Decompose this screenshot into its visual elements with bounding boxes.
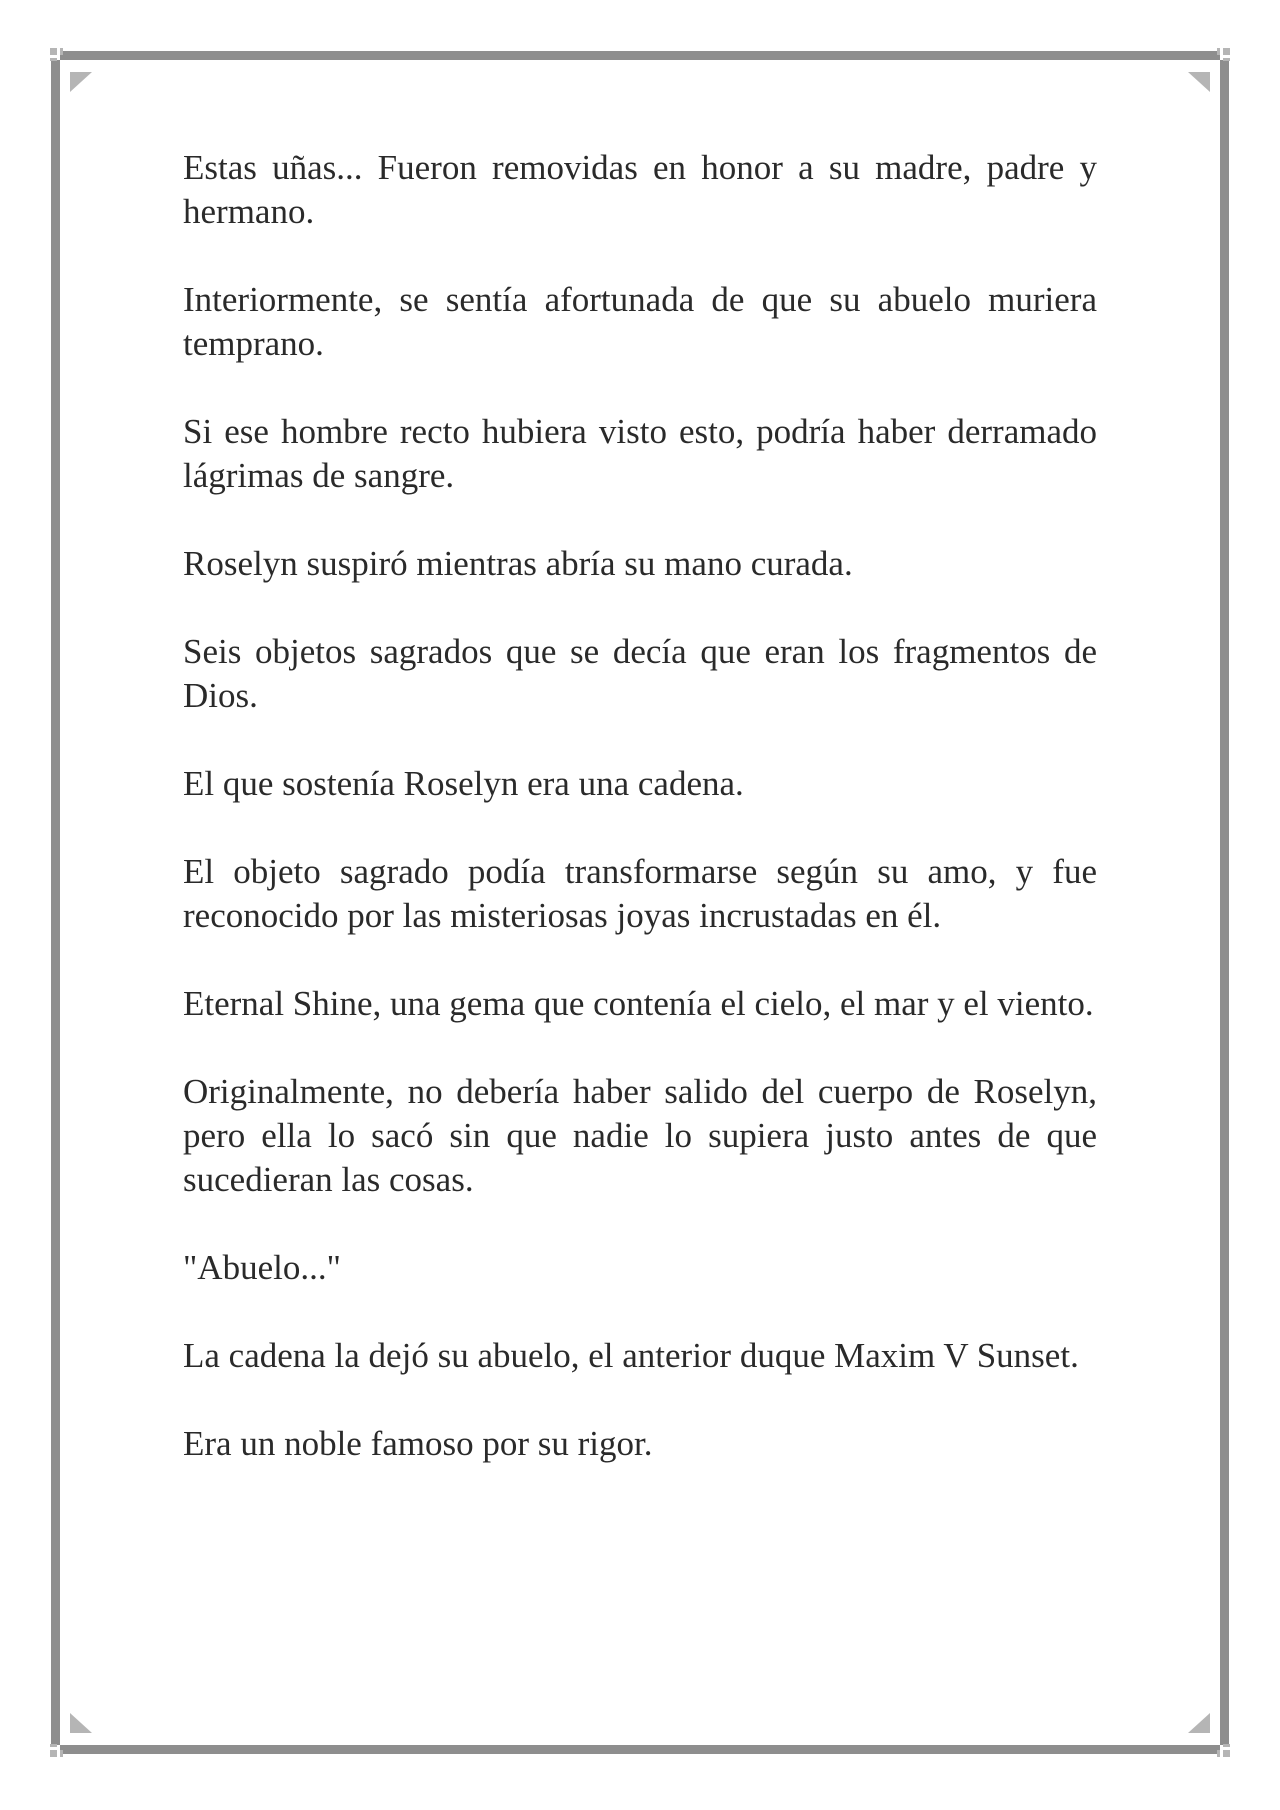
border-left	[51, 60, 60, 1745]
paragraph-7: El objeto sagrado podía transformarse según su amo, y fue reconocido por las misteriosas joyas incrustadas en él.	[183, 852, 1097, 935]
paragraph-8: Eternal Shine, una gema que contenía el cielo, el mar y el viento.	[183, 984, 1094, 1023]
paragraph-5: Seis objetos sagrados que se decía que eran los fragmentos de Dios.	[183, 632, 1097, 715]
page-text	[183, 146, 1097, 1510]
paragraph-4: Roselyn suspiró mientras abría su mano curada.	[183, 544, 853, 583]
paragraph-1: Estas uñas... Fueron removidas en honor a su madre, padre y hermano.	[183, 148, 1097, 231]
paragraph-3: Si ese hombre recto hubiera visto esto, podría haber derramado lágrimas de sangre.	[183, 412, 1097, 495]
paragraph-11: La cadena la dejó su abuelo, el anterior duque Maxim V Sunset.	[183, 1336, 1079, 1375]
paragraph-6: El que sostenía Roselyn era una cadena.	[183, 764, 744, 803]
border-right	[1220, 60, 1229, 1745]
paragraph-9: Originalmente, no debería haber salido del cuerpo de Roselyn, pero ella lo sacó sin que nadie lo supiera justo antes de que sucedieran las cosas.	[183, 1072, 1097, 1199]
paragraph-2: Interiormente, se sentía afortunada de que su abuelo muriera temprano.	[183, 280, 1097, 363]
paragraph-12: Era un noble famoso por su rigor.	[183, 1424, 653, 1463]
border-top	[60, 51, 1220, 60]
border-bottom	[60, 1745, 1220, 1754]
paragraph-10: "Abuelo..."	[183, 1248, 341, 1287]
